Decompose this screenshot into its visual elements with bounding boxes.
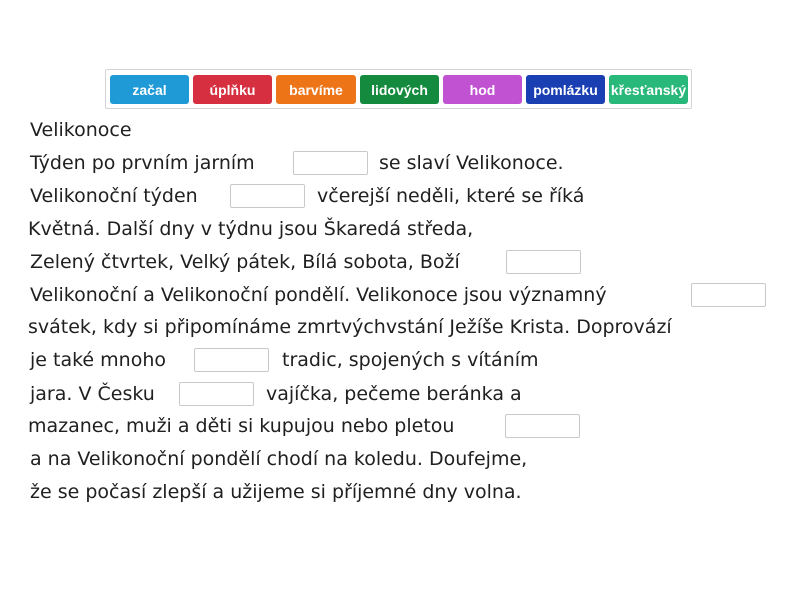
text-line: jara. V Česku	[30, 383, 155, 405]
text-line: tradic, spojených s vítáním	[282, 349, 539, 371]
text-line: že se počasí zlepší a užijeme si příjemné dny volna.	[30, 481, 522, 503]
answer-blank[interactable]	[179, 382, 254, 406]
word-chip[interactable]: křesťanský	[609, 75, 688, 104]
word-chip[interactable]: pomlázku	[526, 75, 605, 104]
text-line: a na Velikonoční pondělí chodí na koledu. Doufejme,	[30, 448, 528, 470]
text-line: je také mnoho	[30, 349, 166, 371]
word-chip[interactable]: úplňku	[193, 75, 272, 104]
text-line: se slaví Velikonoce.	[379, 152, 564, 174]
answer-blank[interactable]	[691, 283, 766, 307]
answer-blank[interactable]	[230, 184, 305, 208]
word-chip[interactable]: barvíme	[276, 75, 356, 104]
answer-blank[interactable]	[293, 151, 368, 175]
text-title: Velikonoce	[30, 119, 132, 141]
text-line: Zelený čtvrtek, Velký pátek, Bílá sobota, Boží	[30, 251, 460, 273]
text-line: Květná. Další dny v týdnu jsou Škaredá středa,	[28, 218, 474, 240]
answer-blank[interactable]	[506, 250, 581, 274]
text-line: svátek, kdy si připomínáme zmrtvýchvstání Ježíše Krista. Doprovází	[28, 316, 672, 338]
word-bank	[105, 69, 692, 109]
text-line: vajíčka, pečeme beránka a	[266, 383, 522, 405]
text-line: Velikonoční týden	[30, 185, 198, 207]
text-line: Týden po prvním jarním	[30, 152, 255, 174]
word-chip[interactable]: začal	[110, 75, 189, 104]
word-chip[interactable]: lidových	[360, 75, 439, 104]
answer-blank[interactable]	[194, 348, 269, 372]
text-line: včerejší neděli, které se říká	[317, 185, 585, 207]
text-line: mazanec, muži a děti si kupujou nebo pletou	[28, 415, 455, 437]
answer-blank[interactable]	[505, 414, 580, 438]
text-line: Velikonoční a Velikonoční pondělí. Velikonoce jsou významný	[30, 284, 607, 306]
word-chip[interactable]: hod	[443, 75, 522, 104]
